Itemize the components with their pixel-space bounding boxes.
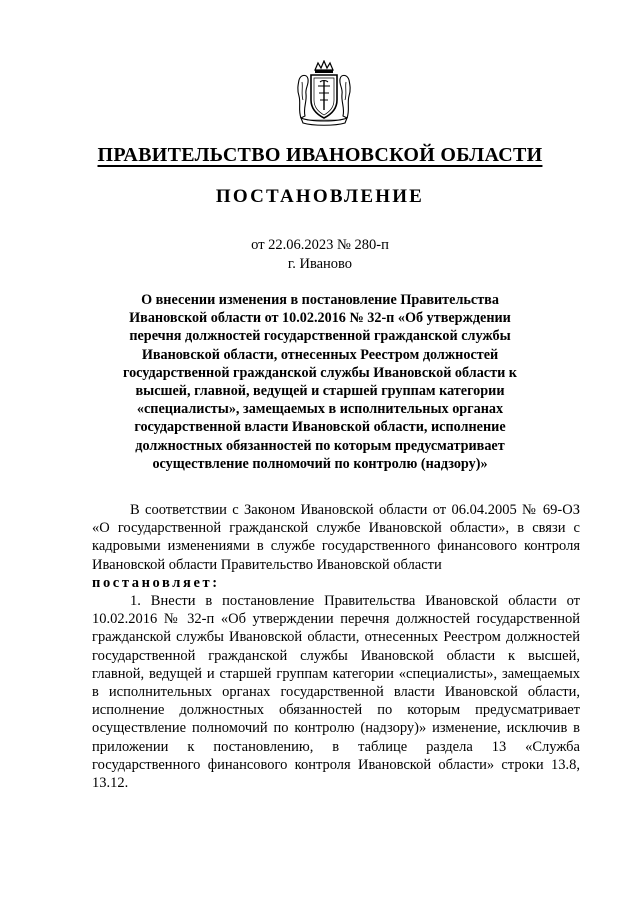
item-1-paragraph: 1. Внести в постановление Правительства Ивановской области от 10.02.2016 № 32-п «Об утверждении перечня должностей государственной гражданской службы Ивановской области, отнесенных Реестром должностей государственной гражданской службы Ивановской области к высшей, главной, ведущей и старшей группам категории «специалисты», замещаемых в исполнительных органах государственной власти Ивановской области, исполнение должностных обязанностей по которым предусматривает осуществление полномочий по контролю (надзору)» изменение, исключив в приложении к постановлению, в таблице раздела 13 «Служба государственного финансового контроля Ивановской области» строки 13.8, 13.12. (92, 593, 580, 792)
document-heading: О внесении изменения в постановление Правительства Ивановской области от 10.02.2016 № 32-п «Об утверждении перечня должностей государственной гражданской службы Ивановской области, отнесенных Реестром должностей государственной гражданской службы Ивановской области к высшей, главной, ведущей и старшей группам категории «специалисты», замещаемых в исполнительных органах государственной власти Ивановской области, исполнение должностных обязанностей по которым предусматривает осуществление полномочий по контролю (надзору)» (123, 292, 517, 472)
preamble-paragraph (92, 501, 580, 592)
preamble-text: В соответствии с Законом Ивановской области от 06.04.2005 № 69-ОЗ «О государственной гражданской службе Ивановской области», в связи с кадровыми изменениями в службе государственного финансового контроля Ивановской области Правительство Ивановской области (92, 502, 580, 573)
document-type: ПОСТАНОВЛЕНИЕ (215, 186, 425, 207)
document-date-number: от 22.06.2023 № 280-п (251, 237, 389, 253)
resolves-word: постановляет: (92, 574, 220, 591)
document-city: г. Иваново (287, 256, 353, 272)
document-body (92, 501, 580, 792)
organization-title: ПРАВИТЕЛЬСТВО ИВАНОВСКОЙ ОБЛАСТИ (97, 144, 543, 166)
coat-of-arms-icon (293, 60, 355, 126)
